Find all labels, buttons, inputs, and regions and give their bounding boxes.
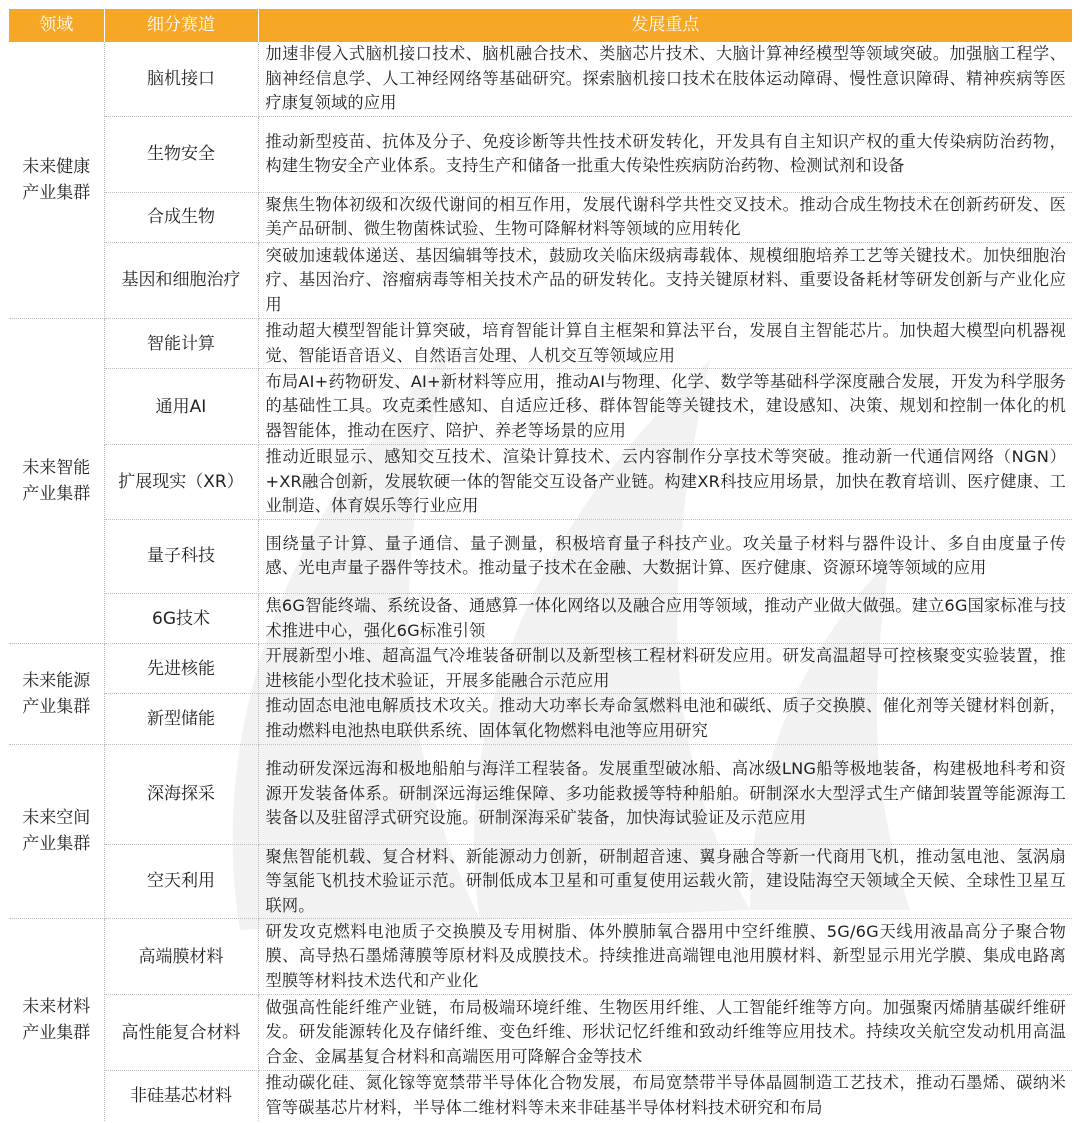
focus-cell: 推动超大模型智能计算突破，培育智能计算自主框架和算法平台，发展自主智能芯片。加快超大模型向机器视觉、智能语音语义、自然语言处理、人机交互等领域应用 bbox=[258, 318, 1072, 368]
track-cell: 非硅基芯材料 bbox=[104, 1071, 258, 1121]
focus-cell: 聚焦智能机载、复合材料、新能源动力创新，研制超音速、翼身融合等新一代商用飞机，推动氢电池、氢涡扇等氢能飞机技术验证示范。研制低成本卫星和可重复使用运载火箭，建设陆海空天领域全天候、全球性卫星互联网。 bbox=[258, 844, 1072, 919]
table-row bbox=[9, 1071, 1072, 1121]
focus-cell: 研发攻克燃料电池质子交换膜及专用树脂、体外膜肺氧合器用中空纤维膜、5G/6G天线用液晶高分子聚合物膜、高导热石墨烯薄膜等原材料及成膜技术。持续推进高端锂电池用膜材料、新型显示用光学膜、集成电路离型膜等材料技术迭代和产业化 bbox=[258, 919, 1072, 995]
table-header-row bbox=[9, 9, 1072, 42]
track-cell: 空天利用 bbox=[104, 844, 258, 919]
focus-cell: 做强高性能纤维产业链，布局极端环境纤维、生物医用纤维、人工智能纤维等方向。加强聚丙烯腈基碳纤维研发。研发能源转化及存储纤维、变色纤维、形状记忆纤维和致动纤维等应用技术。持续攻关航空发动机用高温合金、金属基复合材料和高端医用可降解合金等技术 bbox=[258, 995, 1072, 1071]
focus-cell: 焦6G智能终端、系统设备、通感算一体化网络以及融合应用等领域，推动产业做大做强。建立6G国家标准与技术推进中心，强化6G标准引领 bbox=[258, 593, 1072, 643]
focus-cell: 聚焦生物体初级和次级代谢间的相互作用，发展代谢科学共性交叉技术。推动合成生物技术在创新药研发、医美产品研制、微生物菌株试验、生物可降解材料等领域的应用转化 bbox=[258, 192, 1072, 242]
table-row bbox=[9, 318, 1072, 368]
track-cell: 高端膜材料 bbox=[104, 919, 258, 995]
track-cell: 智能计算 bbox=[104, 318, 258, 368]
table-row bbox=[9, 192, 1072, 242]
table-row bbox=[9, 919, 1072, 995]
track-cell: 通用AI bbox=[104, 369, 258, 445]
domain-cell: 未来空间 产业集群 bbox=[9, 744, 104, 919]
track-cell: 6G技术 bbox=[104, 593, 258, 643]
track-cell: 扩展现实（XR） bbox=[104, 445, 258, 520]
table-row bbox=[9, 242, 1072, 318]
track-cell: 脑机接口 bbox=[104, 42, 258, 116]
focus-cell: 开展新型小堆、超高温气冷堆装备研制以及新型核工程材料研发应用。研发高温超导可控核聚变实验装置，推进核能小型化技术验证，开展多能融合示范应用 bbox=[258, 644, 1072, 694]
track-cell: 合成生物 bbox=[104, 192, 258, 242]
focus-cell: 加速非侵入式脑机接口技术、脑机融合技术、类脑芯片技术、大脑计算神经模型等领域突破。加强脑工程学、脑神经信息学、人工神经网络等基础研究。探索脑机接口技术在肢体运动障碍、慢性意识障碍、精神疾病等医疗康复领域的应用 bbox=[258, 42, 1072, 116]
track-cell: 生物安全 bbox=[104, 116, 258, 192]
header-domain: 领域 bbox=[9, 9, 104, 42]
track-cell: 量子科技 bbox=[104, 519, 258, 593]
table-row bbox=[9, 445, 1072, 520]
table-row bbox=[9, 844, 1072, 919]
focus-cell: 围绕量子计算、量子通信、量子测量，积极培育量子科技产业。攻关量子材料与器件设计、多自由度量子传感、光电声量子器件等技术。推动量子技术在金融、大数据计算、医疗健康、资源环境等领域的应用 bbox=[258, 519, 1072, 593]
track-cell: 基因和细胞治疗 bbox=[104, 242, 258, 318]
track-cell: 深海探采 bbox=[104, 744, 258, 844]
focus-cell: 推动近眼显示、感知交互技术、渲染计算技术、云内容制作分享技术等突破。推动新一代通信网络（NGN）+XR融合创新，发展软硬一体的智能交互设备产业链。构建XR科技应用场景，加快在教育培训、医疗健康、工业制造、体育娱乐等行业应用 bbox=[258, 445, 1072, 520]
table-row bbox=[9, 593, 1072, 643]
domain-cell: 未来健康 产业集群 bbox=[9, 42, 104, 318]
focus-cell: 推动研发深远海和极地船舶与海洋工程装备。发展重型破冰船、高冰级LNG船等极地装备，构建极地科考和资源开发装备体系。研制深远海运维保障、多功能救援等特种船舶。研制深水大型浮式生产储卸装置等能源海工装备以及驻留浮式研究设施。研制深海采矿装备，加快海试验证及示范应用 bbox=[258, 744, 1072, 844]
focus-cell: 布局AI+药物研发、AI+新材料等应用，推动AI与物理、化学、数学等基础科学深度融合发展，开发为科学服务的基础性工具。攻克柔性感知、自适应迁移、群体智能等关键技术，建设感知、决策、规划和控制一体化的机器智能体，推动在医疗、陪护、养老等场景的应用 bbox=[258, 369, 1072, 445]
header-focus: 发展重点 bbox=[258, 9, 1072, 42]
table-row bbox=[9, 694, 1072, 744]
table-row bbox=[9, 519, 1072, 593]
table-row bbox=[9, 644, 1072, 694]
header-track: 细分赛道 bbox=[104, 9, 258, 42]
track-cell: 高性能复合材料 bbox=[104, 995, 258, 1071]
table-row bbox=[9, 995, 1072, 1071]
domain-cell: 未来能源 产业集群 bbox=[9, 644, 104, 744]
table-row bbox=[9, 42, 1072, 116]
focus-cell: 推动固态电池电解质技术攻关。推动大功率长寿命氢燃料电池和碳纸、质子交换膜、催化剂等关键材料创新，推动燃料电池热电联供系统、固体氧化物燃料电池等应用研究 bbox=[258, 694, 1072, 744]
table-row bbox=[9, 369, 1072, 445]
focus-cell: 突破加速载体递送、基因编辑等技术，鼓励攻关临床级病毒载体、规模细胞培养工艺等关键技术。加快细胞治疗、基因治疗、溶瘤病毒等相关技术产品的研发转化。支持关键原材料、重要设备耗材等研发创新与产业化应用 bbox=[258, 242, 1072, 318]
domain-cell: 未来智能 产业集群 bbox=[9, 318, 104, 643]
focus-cell: 推动新型疫苗、抗体及分子、免疫诊断等共性技术研发转化，开发具有自主知识产权的重大传染病防治药物，构建生物安全产业体系。支持生产和储备一批重大传染性疾病防治药物、检测试剂和设备 bbox=[258, 116, 1072, 192]
table-row bbox=[9, 744, 1072, 844]
focus-cell: 推动碳化硅、氮化镓等宽禁带半导体化合物发展，布局宽禁带半导体晶圆制造工艺技术，推动石墨烯、碳纳米管等碳基芯片材料，半导体二维材料等未来非硅基半导体材料技术研究和布局 bbox=[265, 1073, 1066, 1118]
table-row bbox=[9, 116, 1072, 192]
track-cell: 先进核能 bbox=[104, 644, 258, 694]
domain-cell: 未来材料 产业集群 bbox=[9, 919, 104, 1121]
track-cell: 新型储能 bbox=[104, 694, 258, 744]
industry-table bbox=[9, 9, 1072, 1121]
